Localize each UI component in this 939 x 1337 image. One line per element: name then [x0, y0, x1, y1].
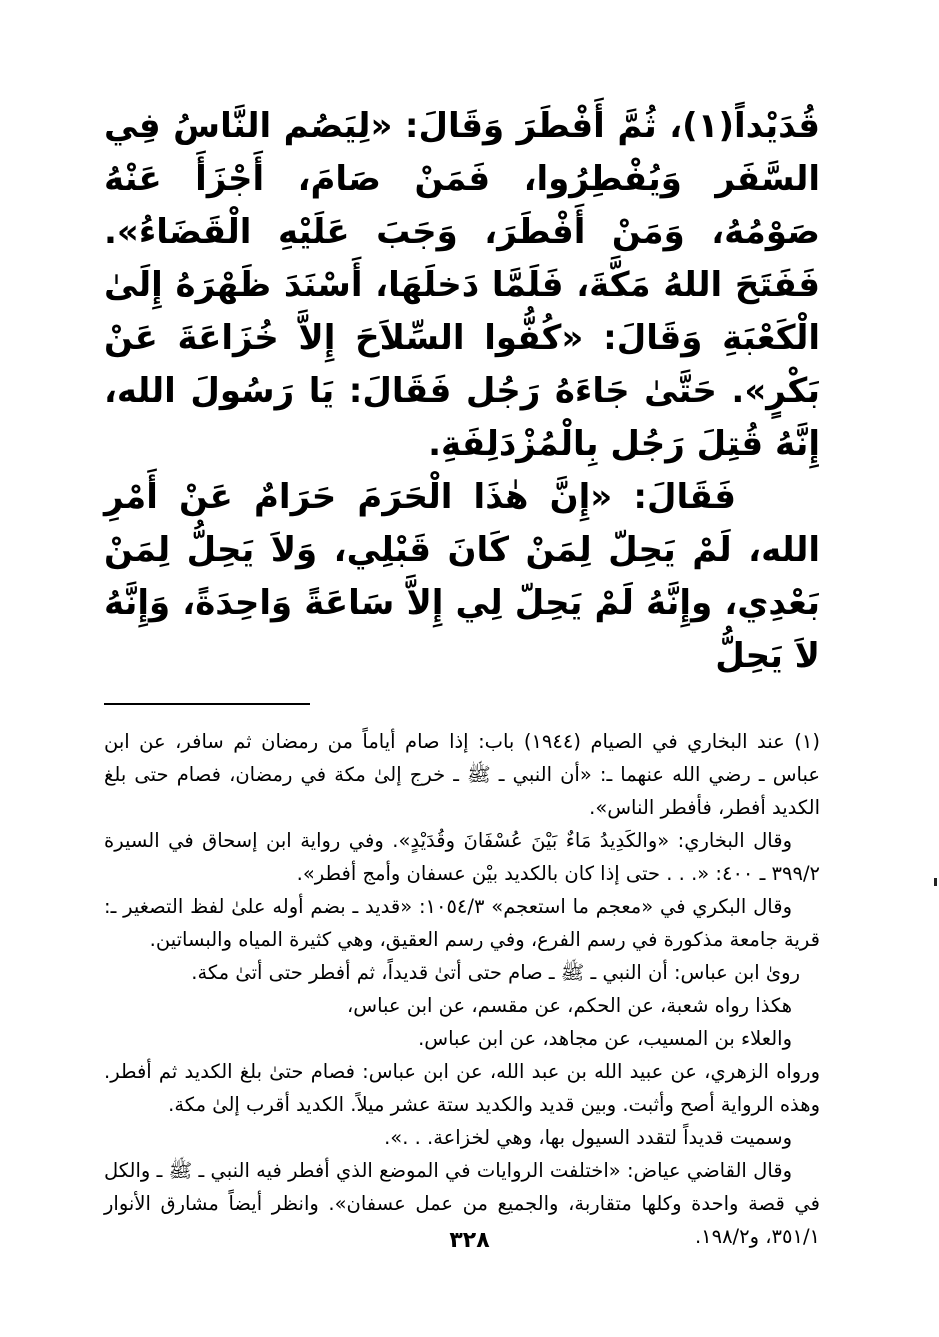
scan-margin-mark — [934, 878, 937, 886]
footnote-1: (١) عند البخاري في الصيام (١٩٤٤) باب: إذا صام أياماً من رمضان ثم سافر، عن ابن عباس ـ رضي الله عنهما ـ: «أن النبي ـ ﷺ ـ خرج إلىٰ مكة في رمضان، فصام حتى بلغ الكديد أفطر، فأفطر الناس». — [104, 730, 820, 819]
footnote-alaa-line: والعلاء بن المسيب، عن مجاهد، عن ابن عباس. — [418, 1027, 792, 1050]
footnote-shuba-line: هكذا رواه شعبة، عن الحكم، عن مقسم، عن ابن عباس، — [347, 994, 792, 1017]
footnote-iyad-note: وقال القاضي عياض: «اختلفت الروايات في الموضع الذي أفطر فيه النبي ـ ﷺ ـ والكل في قصة واحدة وكلها متقاربة، والجميع من عمل عسفان». وانظر أيضاً مشارق الأنوار ٣٥١/١، و١٩٨/٢. — [104, 1159, 820, 1248]
footnote-zuhri-note: ورواه الزهري، عن عبيد الله بن عبد الله، عن ابن عباس: فصام حتىٰ بلغ الكديد ثم أفطر. وهذه الرواية أصح وأثبت. وبين قديد والكديد ستة عشر ميلاً. الكديد أقرب إلىٰ مكة. — [104, 1060, 820, 1116]
footnote-bakri-note: وقال البكري في «معجم ما استعجم» ١٠٥٤/٣: «قديد ـ بضم أوله علىٰ لفظ التصغير ـ: قرية جامعة مذكورة في رسم الفرع، وفي رسم العقيق، وهي كثيرة المياه والبساتين. — [104, 895, 820, 951]
page-body — [104, 100, 820, 1253]
footnotes — [104, 725, 820, 1253]
page-number: ٣٢٨ — [449, 1228, 490, 1253]
footnote-ibn-abbas-line: روىٰ ابن عباس: أن النبي ـ ﷺ ـ صام حتى أتىٰ قديداً، ثم أفطر حتى أتىٰ مكة. — [191, 961, 800, 984]
main-text — [104, 100, 820, 683]
footnote-naming-note: وسميت قديداً لتقدد السيول بها، وهي لخزاعة. . .». — [384, 1126, 792, 1149]
main-paragraph-1: قُدَيْداً(١)، ثُمَّ أَفْطَرَ وَقَالَ: «لِيَصُم النَّاسُ فِي السَّفَر وَيُفْطِرُوا، فَمَنْ صَامَ، أَجْزَأَ عَنْهُ صَوْمُهُ، وَمَنْ أَفْطَرَ، وَجَبَ عَلَيْهِ الْقَضَاءُ». فَفَتَحَ اللهُ مَكَّةَ، فَلَمَّا دَخلَهَا، أَسْنَدَ ظَهْرَهُ إِلَىٰ الْكَعْبَةِ وَقَالَ: «كُفُّوا السِّلاَحَ إِلاَّ خُزَاعَةَ عَنْ بَكْرٍ». حَتَّىٰ جَاءَهُ رَجُل فَقَالَ: يَا رَسُولَ الله، إِنَّهُ قُتِلَ رَجُل بِالْمُزْدَلِفَةِ. — [104, 106, 820, 464]
footnote-separator — [104, 703, 310, 705]
main-paragraph-2: فَقَالَ: «إِنَّ هٰذَا الْحَرَمَ حَرَامٌ عَنْ أَمْرِ الله، لَمْ يَحِلّ لِمَنْ كَانَ قَبْلِي، وَلاَ يَحِلُّ لِمَنْ بَعْدِي، وإِنَّهُ لَمْ يَحِلّ لِي إِلاَّ سَاعَةً وَاحِدَةً، وَإِنَّهُ لاَ يَحِلُّ — [104, 477, 820, 676]
footnote-bukhari-note: وقال البخاري: «والكَدِيدُ مَاءٌ بَيْنَ عُسْفَانَ وقُدَيْدٍ». وفي رواية ابن إسحاق في السيرة ٣٩٩/٢ ـ ٤٠٠: «. . . حتى إذا كان بالكديد بيْن عسفان وأمج أفطر». — [104, 829, 820, 885]
